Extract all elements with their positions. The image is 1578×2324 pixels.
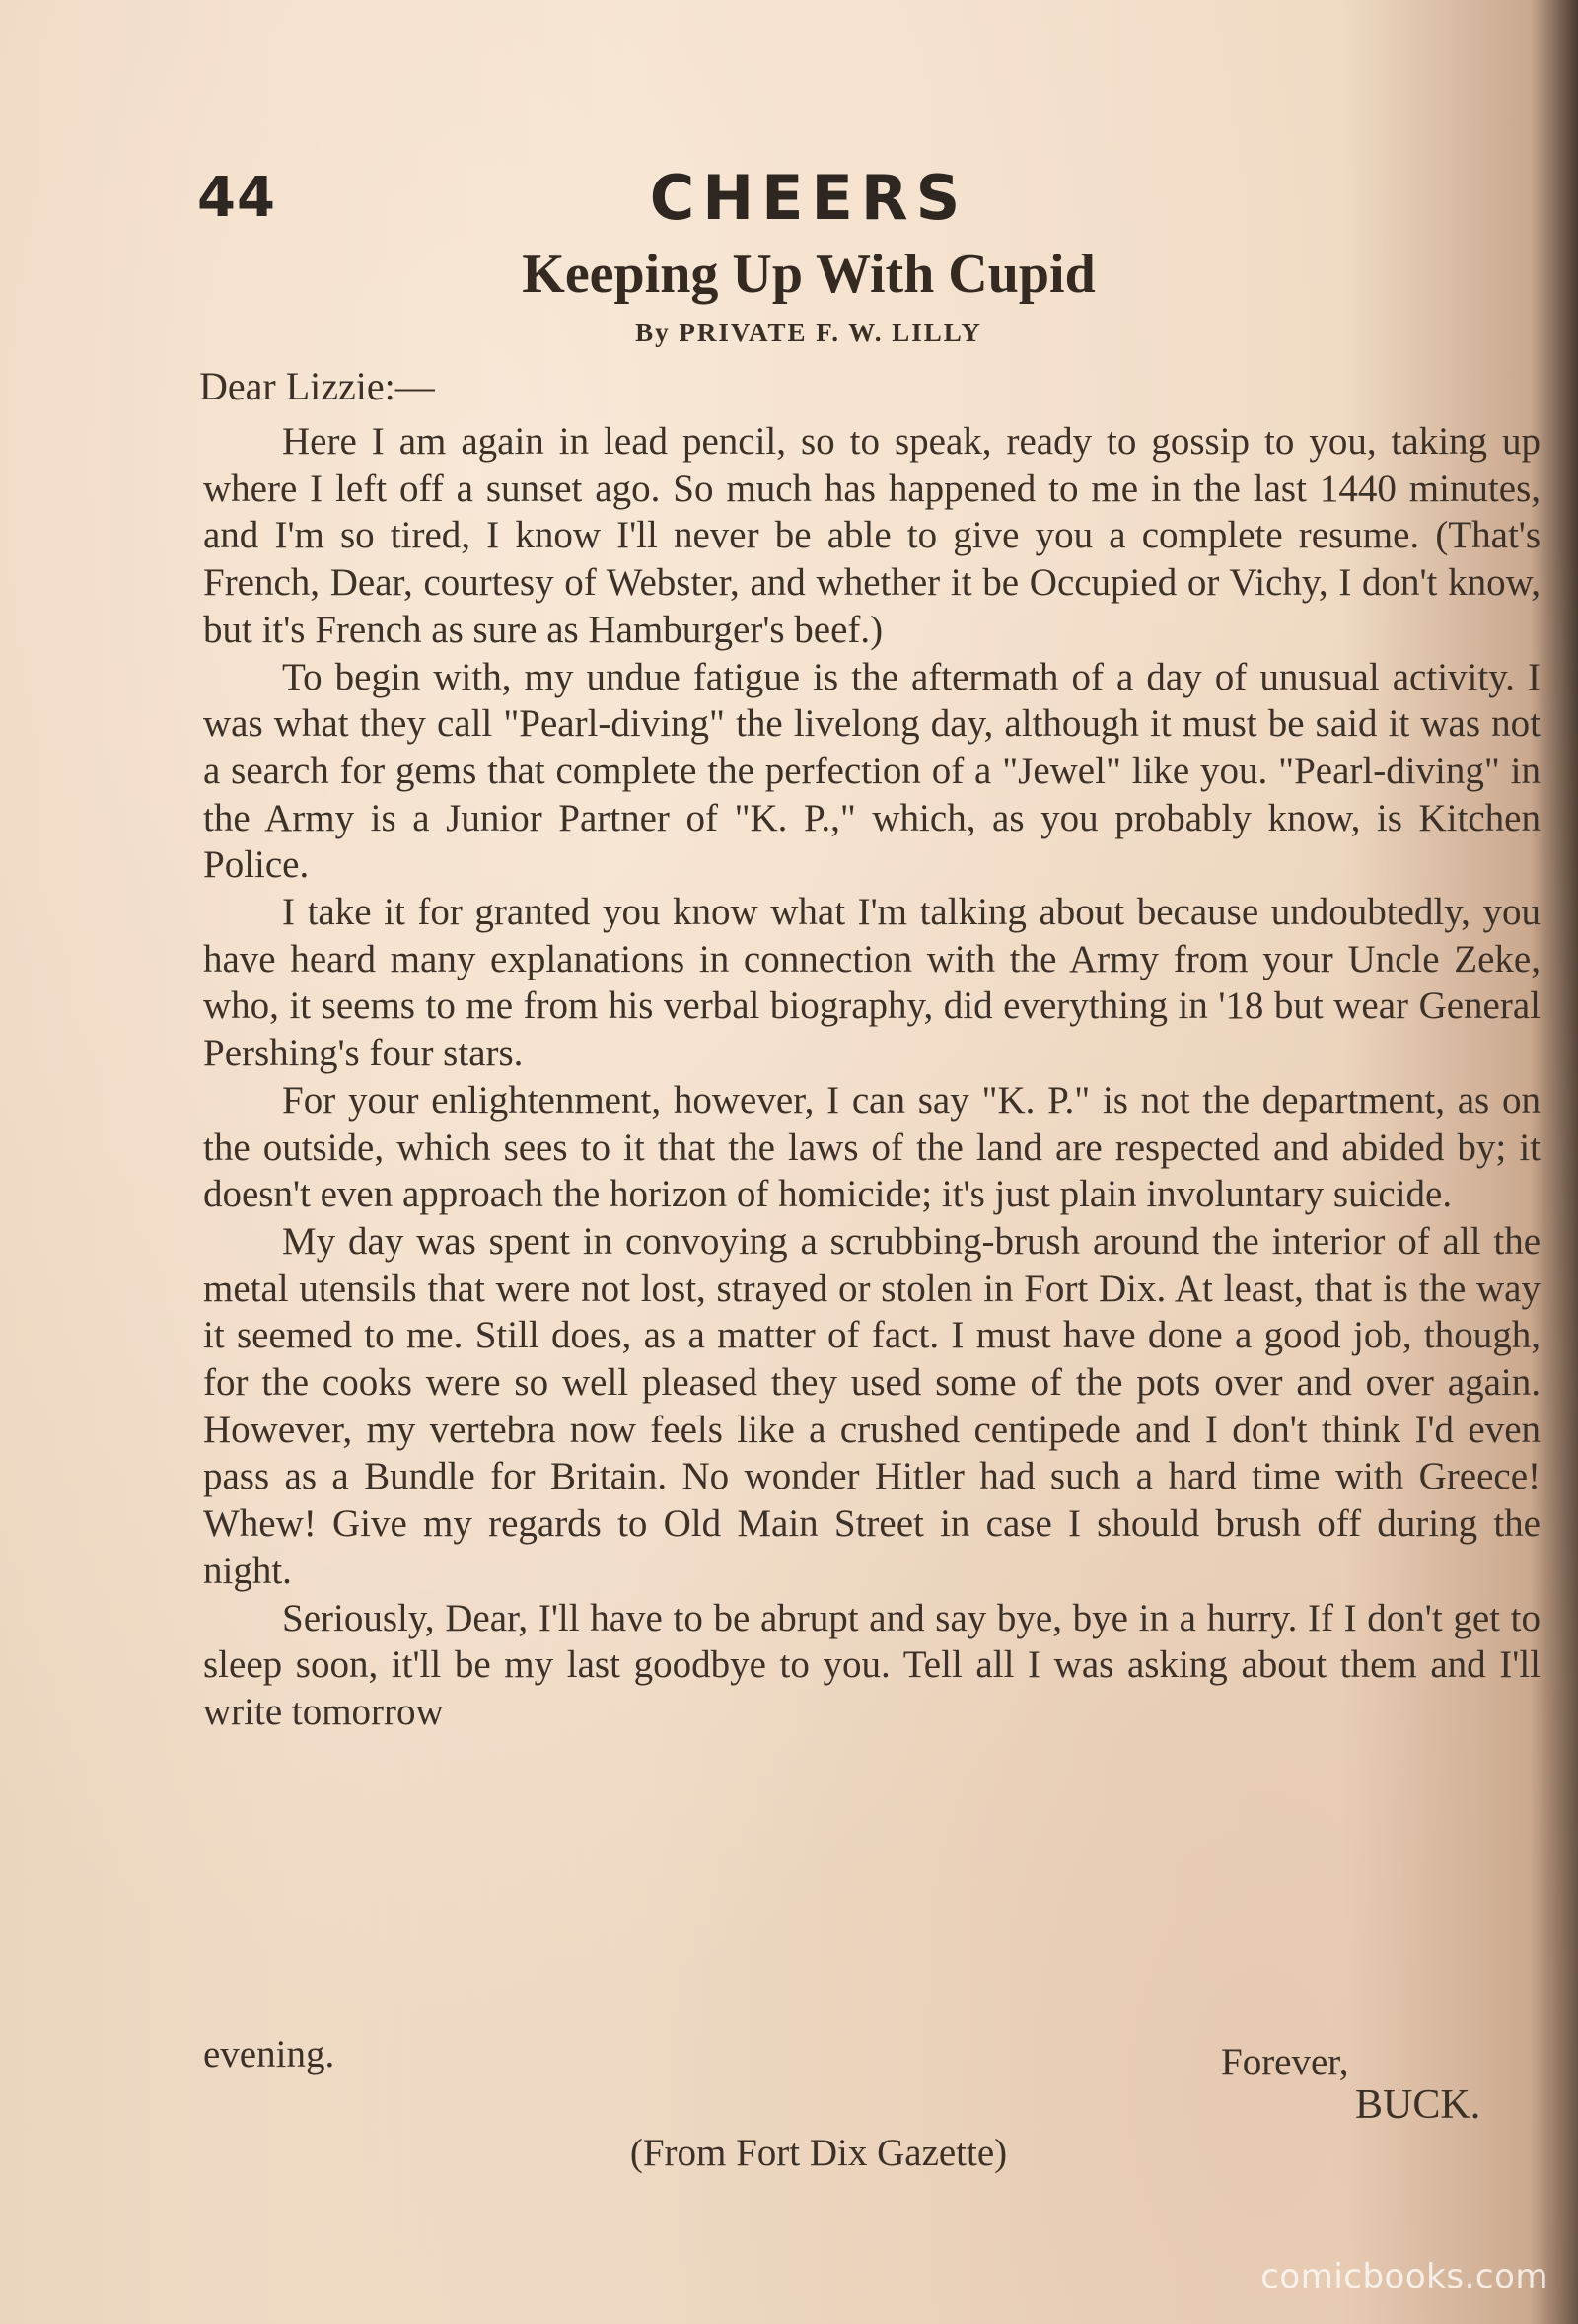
article-byline: By PRIVATE F. W. LILLY <box>635 318 982 347</box>
paragraph-3: I take it for granted you know what I'm talking about because undoubtedly, you have heard many explanations in connection with the Army from your Uncle Zeke, who, it seems to me from his verbal biography, did everything in '18 but wear General Pershing's four stars. <box>203 891 1541 1075</box>
letter-body <box>203 418 1541 1736</box>
page-number: 44 <box>197 166 276 230</box>
paragraph-6: Seriously, Dear, I'll have to be abrupt and say bye, bye in a hurry. If I don't get to sleep soon, it'll be my last goodbye to you. Tell all I was asking about them and I'll write tomorrow <box>203 1596 1541 1733</box>
letter-salutation: Dear Lizzie:— <box>199 364 435 408</box>
paragraph-1: Here I am again in lead pencil, so to speak, ready to gossip to you, taking up where I left off a sunset ago. So much has happened to me in the last 1440 minutes, and I'm so tired, I know I'll never be able to give you a complete resume. (That's French, Dear, courtesy of Webster, and whether it be Occupied or Vichy, I don't know, but it's French as sure as Hamburger's beef.) <box>203 420 1541 651</box>
closing-word: Forever, <box>1221 2041 1349 2083</box>
magazine-title: CHEERS <box>649 162 968 234</box>
closing-line: evening. <box>203 2033 335 2075</box>
article-source: (From Fort Dix Gazette) <box>629 2132 1008 2174</box>
paragraph-5: My day was spent in convoying a scrubbing-brush around the interior of all the metal utensils that were not lost, strayed or stolen in Fort Dix. At least, that is the way it seemed to me. Still does, as a matter of fact. I must have done a good job, though, for the cooks were so well pleased they used some of the pots over and over again. However, my vertebra now feels like a crushed centipede and I don't think I'd even pass as a Bundle for Britain. No wonder Hitler had such a hard time with Greece! Whew! Give my regards to Old Main Street in case I should brush off during the night. <box>203 1219 1541 1592</box>
signature: BUCK. <box>1355 2082 1481 2128</box>
watermark: comicbooks.com <box>1260 2257 1548 2296</box>
paragraph-2: To begin with, my undue fatigue is the aftermath of a day of unusual activity. I was what they call "Pearl-diving" the livelong day, although it must be said it was not a search for gems that complete the perfection of a "Jewel" like you. "Pearl-diving" in the Army is a Junior Partner of "K. P.," which, as you probably know, is Kitchen Police. <box>203 655 1541 887</box>
article-title: Keeping Up With Cupid <box>522 244 1096 305</box>
paragraph-4: For your enlightenment, however, I can say "K. P." is not the department, as on the outside, which sees to it that the laws of the land are respected and abided by; it doesn't even approach the horizon of homicide; it's just plain involuntary suicide. <box>203 1078 1541 1216</box>
